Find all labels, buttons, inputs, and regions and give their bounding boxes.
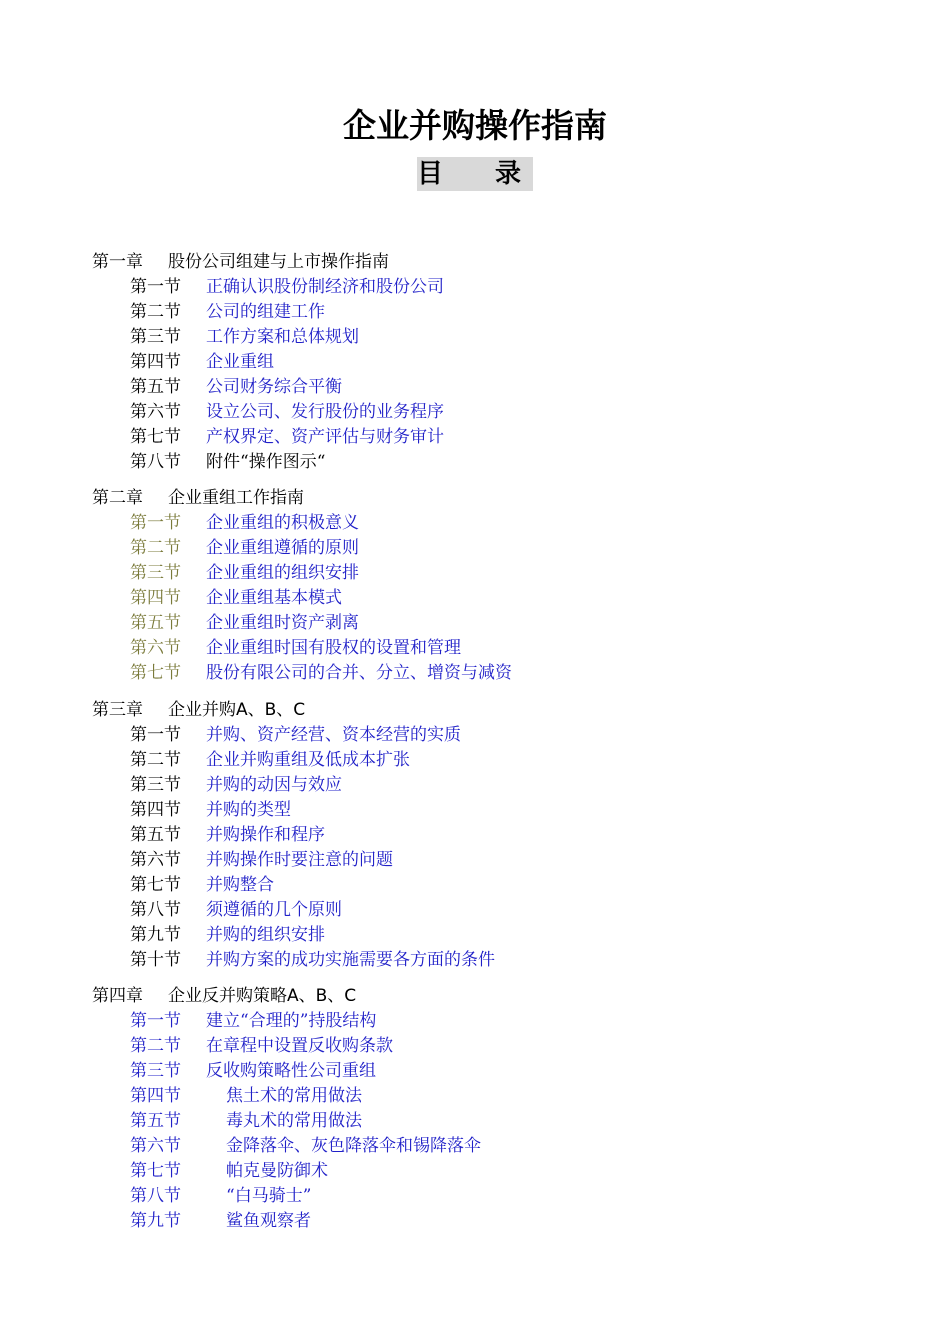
section-number: 第六节 bbox=[130, 850, 181, 870]
toc-entry[interactable] bbox=[130, 661, 512, 686]
toc-entry[interactable] bbox=[130, 1134, 481, 1159]
toc-entry[interactable] bbox=[130, 1109, 362, 1134]
section-number: 第十节 bbox=[130, 950, 181, 970]
section-number: 第一节 bbox=[130, 277, 181, 297]
section-number: 第三节 bbox=[130, 327, 181, 347]
toc-entry[interactable] bbox=[130, 400, 444, 425]
section-title: 在章程中设置反收购条款 bbox=[206, 1036, 393, 1056]
section-title: 并购操作和程序 bbox=[206, 825, 325, 845]
chapter-heading[interactable] bbox=[92, 984, 356, 1009]
toc-entry[interactable] bbox=[130, 823, 325, 848]
section-title: 并购的动因与效应 bbox=[206, 775, 342, 795]
chapter-number: 第四章 bbox=[92, 986, 143, 1006]
toc-entry[interactable] bbox=[130, 1009, 376, 1034]
section-number: 第八节 bbox=[130, 452, 181, 472]
section-number: 第六节 bbox=[130, 402, 181, 422]
section-number: 第四节 bbox=[130, 1086, 181, 1106]
toc-entry[interactable] bbox=[130, 611, 359, 636]
chapter-heading[interactable] bbox=[92, 250, 389, 275]
toc-entry[interactable] bbox=[130, 350, 274, 375]
chapter-number: 第二章 bbox=[92, 488, 143, 508]
section-number: 第五节 bbox=[130, 1111, 181, 1131]
toc-entry[interactable] bbox=[130, 723, 461, 748]
toc-entry[interactable] bbox=[130, 1159, 328, 1184]
section-title: 企业重组遵循的原则 bbox=[206, 538, 359, 558]
toc-entry[interactable] bbox=[130, 300, 325, 325]
section-title: 产权界定、资产评估与财务审计 bbox=[206, 427, 444, 447]
section-title: 反收购策略性公司重组 bbox=[206, 1061, 376, 1081]
section-number: 第三节 bbox=[130, 775, 181, 795]
section-number: 第四节 bbox=[130, 352, 181, 372]
toc-entry[interactable] bbox=[130, 636, 461, 661]
toc-entry[interactable] bbox=[130, 948, 495, 973]
toc-entry[interactable] bbox=[130, 425, 444, 450]
section-number: 第六节 bbox=[130, 1136, 181, 1156]
chapter-title: 股份公司组建与上市操作指南 bbox=[168, 252, 389, 272]
section-number: 第七节 bbox=[130, 663, 181, 683]
chapter-number: 第一章 bbox=[92, 252, 143, 272]
section-title: 金降落伞、灰色降落伞和锡降落伞 bbox=[226, 1136, 481, 1156]
section-number: 第五节 bbox=[130, 825, 181, 845]
chapter-title: 企业并购A、B、C bbox=[168, 700, 306, 720]
section-title: “白马骑士” bbox=[226, 1186, 312, 1206]
section-title: 企业重组的积极意义 bbox=[206, 513, 359, 533]
chapter-number: 第三章 bbox=[92, 700, 143, 720]
section-title: 建立“合理的”持股结构 bbox=[206, 1011, 377, 1031]
toc-entry[interactable] bbox=[130, 1209, 311, 1234]
section-title: 企业重组时国有股权的设置和管理 bbox=[206, 638, 461, 658]
section-number: 第二节 bbox=[130, 302, 181, 322]
toc-heading: 目 录 bbox=[417, 157, 533, 191]
section-title: 须遵循的几个原则 bbox=[206, 900, 342, 920]
toc-entry[interactable] bbox=[130, 536, 359, 561]
section-number: 第九节 bbox=[130, 925, 181, 945]
section-title: 正确认识股份制经济和股份公司 bbox=[206, 277, 444, 297]
toc-entry[interactable] bbox=[130, 898, 342, 923]
section-title: 股份有限公司的合并、分立、增资与减资 bbox=[206, 663, 512, 683]
toc-entry[interactable] bbox=[130, 1084, 362, 1109]
section-title: 并购、资产经营、资本经营的实质 bbox=[206, 725, 461, 745]
toc-entry[interactable] bbox=[130, 561, 359, 586]
toc-entry[interactable] bbox=[130, 275, 444, 300]
section-title: 焦土术的常用做法 bbox=[226, 1086, 362, 1106]
section-title: 设立公司、发行股份的业务程序 bbox=[206, 402, 444, 422]
section-number: 第六节 bbox=[130, 638, 181, 658]
section-title: 并购整合 bbox=[206, 875, 274, 895]
chapter-heading[interactable] bbox=[92, 698, 305, 723]
toc-entry[interactable] bbox=[130, 1059, 376, 1084]
section-number: 第八节 bbox=[130, 1186, 181, 1206]
toc-entry[interactable] bbox=[130, 375, 342, 400]
section-number: 第二节 bbox=[130, 750, 181, 770]
section-title: 并购的组织安排 bbox=[206, 925, 325, 945]
section-number: 第七节 bbox=[130, 1161, 181, 1181]
chapter-title: 企业重组工作指南 bbox=[168, 488, 304, 508]
section-number: 第五节 bbox=[130, 613, 181, 633]
section-title: 企业重组的组织安排 bbox=[206, 563, 359, 583]
section-number: 第二节 bbox=[130, 1036, 181, 1056]
toc-entry[interactable] bbox=[130, 325, 359, 350]
chapter-heading[interactable] bbox=[92, 486, 304, 511]
toc-entry[interactable] bbox=[130, 748, 410, 773]
section-title: 公司的组建工作 bbox=[206, 302, 325, 322]
section-number: 第七节 bbox=[130, 427, 181, 447]
section-title: 工作方案和总体规划 bbox=[206, 327, 359, 347]
section-number: 第三节 bbox=[130, 1061, 181, 1081]
section-title: 毒丸术的常用做法 bbox=[226, 1111, 362, 1131]
section-number: 第四节 bbox=[130, 800, 181, 820]
section-number: 第三节 bbox=[130, 563, 181, 583]
toc-entry[interactable] bbox=[130, 1034, 393, 1059]
section-number: 第八节 bbox=[130, 900, 181, 920]
section-title: 企业重组基本模式 bbox=[206, 588, 342, 608]
section-number: 第一节 bbox=[130, 1011, 181, 1031]
document-title: 企业并购操作指南 bbox=[343, 106, 607, 145]
section-title: 企业重组 bbox=[206, 352, 274, 372]
section-title: 并购的类型 bbox=[206, 800, 291, 820]
section-number: 第一节 bbox=[130, 725, 181, 745]
toc-entry[interactable] bbox=[130, 873, 274, 898]
toc-entry[interactable] bbox=[130, 848, 393, 873]
toc-entry[interactable] bbox=[130, 923, 325, 948]
toc-entry[interactable] bbox=[130, 511, 359, 536]
toc-entry[interactable] bbox=[130, 450, 325, 475]
toc-entry[interactable] bbox=[130, 773, 342, 798]
section-title: 公司财务综合平衡 bbox=[206, 377, 342, 397]
section-title: 帕克曼防御术 bbox=[226, 1161, 328, 1181]
section-title: 企业重组时资产剥离 bbox=[206, 613, 359, 633]
section-title: 附件“操作图示“ bbox=[206, 452, 326, 472]
section-number: 第七节 bbox=[130, 875, 181, 895]
toc-entry[interactable] bbox=[130, 1184, 311, 1209]
toc-entry[interactable] bbox=[130, 586, 342, 611]
section-number: 第五节 bbox=[130, 377, 181, 397]
toc-entry[interactable] bbox=[130, 798, 291, 823]
section-number: 第四节 bbox=[130, 588, 181, 608]
section-title: 企业并购重组及低成本扩张 bbox=[206, 750, 410, 770]
section-title: 并购操作时要注意的问题 bbox=[206, 850, 393, 870]
chapter-title: 企业反并购策略A、B、C bbox=[168, 986, 357, 1006]
section-title: 鲨鱼观察者 bbox=[226, 1211, 311, 1231]
section-number: 第九节 bbox=[130, 1211, 181, 1231]
section-number: 第二节 bbox=[130, 538, 181, 558]
section-number: 第一节 bbox=[130, 513, 181, 533]
section-title: 并购方案的成功实施需要各方面的条件 bbox=[206, 950, 495, 970]
